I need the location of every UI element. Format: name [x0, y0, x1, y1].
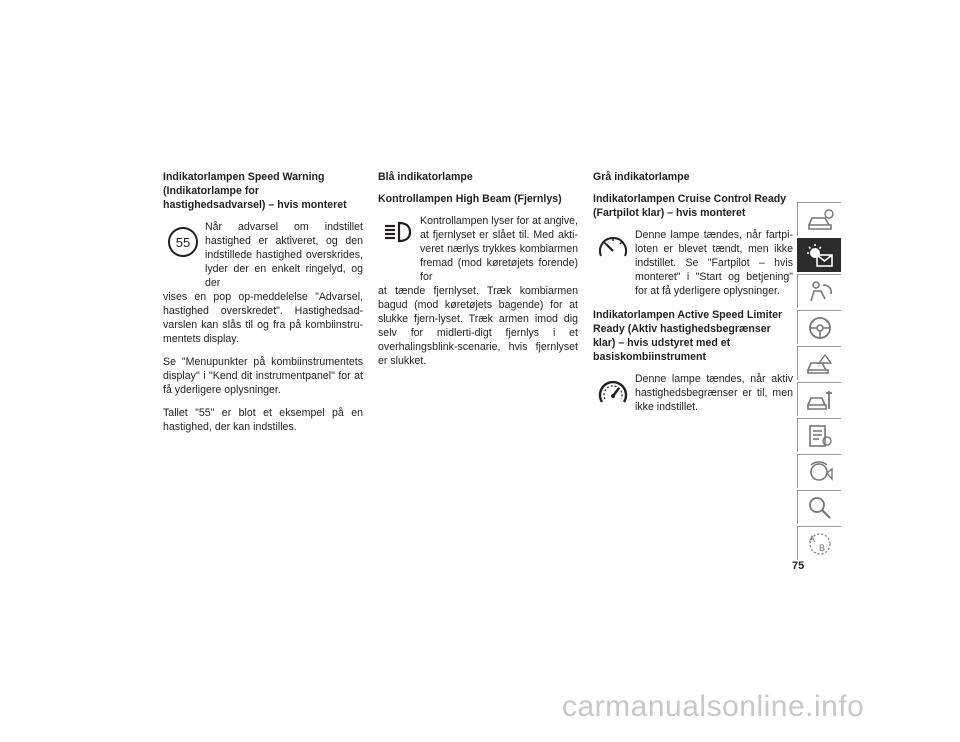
speed-warning-block — [163, 220, 363, 290]
speed-limiter-heading: Indikatorlampen Active Speed Limiter Ready (Aktiv hastighedsbegrænser klar) – hvis udstyret med et basiskombiinstrument — [593, 309, 783, 363]
multimedia-icon — [805, 459, 835, 485]
cruise-control-icon — [597, 234, 629, 266]
svg-text:A: A — [808, 533, 815, 544]
speed-warning-para3: Tallet "55" er blot et eksempel på en hastighed, der kan indstilles. — [163, 407, 363, 433]
high-beam-icon — [382, 220, 412, 248]
warning-lights-icon — [805, 243, 835, 269]
tab-service[interactable] — [797, 382, 841, 416]
car-crash-icon — [805, 351, 835, 377]
language-index-icon — [805, 531, 835, 557]
tab-emergency[interactable] — [797, 346, 841, 380]
column-grey-indicators — [593, 170, 793, 414]
speed-warning-heading: Indikatorlampen Speed Warning (Indikatorlampe for hastighedsadvarsel) – hvis monteret — [163, 171, 347, 211]
safety-airbag-icon — [805, 279, 835, 305]
footer-watermark: carmanualsonline.info — [562, 690, 865, 723]
speed-warning-intro-cont: vises en pop op-meddelelse "Advarsel, hastighed overskredet". Hastighedsad-varslen kan slås til og fra på kombiinstru-mentets display. — [163, 291, 363, 345]
steering-wheel-icon — [805, 315, 835, 341]
chapter-tabs — [797, 202, 841, 562]
blue-section-heading: Blå indikatorlampe — [378, 171, 473, 183]
high-beam-heading: Kontrollampen High Beam (Fjernlys) — [378, 193, 562, 205]
column-high-beam — [378, 170, 578, 377]
high-beam-intro-cont: at tænde fjernlyset. Træk kombiarmen bagud (mod køretøjets bagende) for at slukke fjern-lyset. Træk armen imod dig selv for midlerti-digt fjernlys i et overhalingsblink-scenarie, hvis fjernlyset er slukket. — [378, 285, 578, 367]
tab-index[interactable] — [797, 526, 841, 560]
tab-driving[interactable] — [797, 310, 841, 344]
search-icon — [805, 495, 835, 521]
car-info-icon — [805, 207, 835, 233]
speed-55-label: 55 — [175, 235, 191, 250]
tab-safety[interactable] — [797, 274, 841, 308]
tab-specifications[interactable] — [797, 418, 841, 452]
speed-limiter-block — [593, 372, 793, 414]
high-beam-block — [378, 214, 578, 284]
speed-warning-intro: Når advarsel om indstillet hastighed er aktiveret, og den indstillede hastighed overskrides, lyder der en enkelt ringelyd, og der — [205, 221, 363, 289]
column-speed-warning — [163, 170, 363, 443]
tab-car-info[interactable] — [797, 202, 841, 236]
high-beam-intro: Kontrollampen lyser for at angive, at fjernlyset er slået til. Med akti-veret nærlys trykkes kombiarmen fremad (mod køretøjets forende) for — [420, 215, 578, 283]
speed-limiter-icon — [597, 378, 629, 412]
specifications-icon — [805, 423, 835, 449]
speed-limiter-text: Denne lampe tændes, når aktiv hastighedsbegrænser er til, men ikke indstillet. — [635, 373, 793, 413]
speed-55-icon — [167, 226, 199, 262]
grey-section-heading: Grå indikatorlampe — [593, 171, 690, 183]
tab-warning-lights[interactable] — [797, 238, 841, 272]
cruise-ready-heading: Indikatorlampen Cruise Control Ready (Fartpilot klar) – hvis monteret — [593, 193, 787, 219]
svg-text:B: B — [818, 542, 825, 553]
car-service-icon — [805, 387, 835, 413]
cruise-ready-text: Denne lampe tændes, når fartpi-loten er blevet tændt, men ikke indstillet. Se "Fartpilot – hvis monteret" i "Start og betjening" for at få yderligere oplysninger. — [635, 229, 793, 297]
tab-multimedia[interactable] — [797, 454, 841, 488]
cruise-ready-block — [593, 228, 793, 298]
tab-search[interactable] — [797, 490, 841, 524]
page-number: 75 — [792, 560, 805, 572]
speed-warning-para2: Se "Menupunkter på kombiinstrumentets display" i "Kend dit instrumentpanel" for at få yderligere oplysninger. — [163, 356, 363, 396]
